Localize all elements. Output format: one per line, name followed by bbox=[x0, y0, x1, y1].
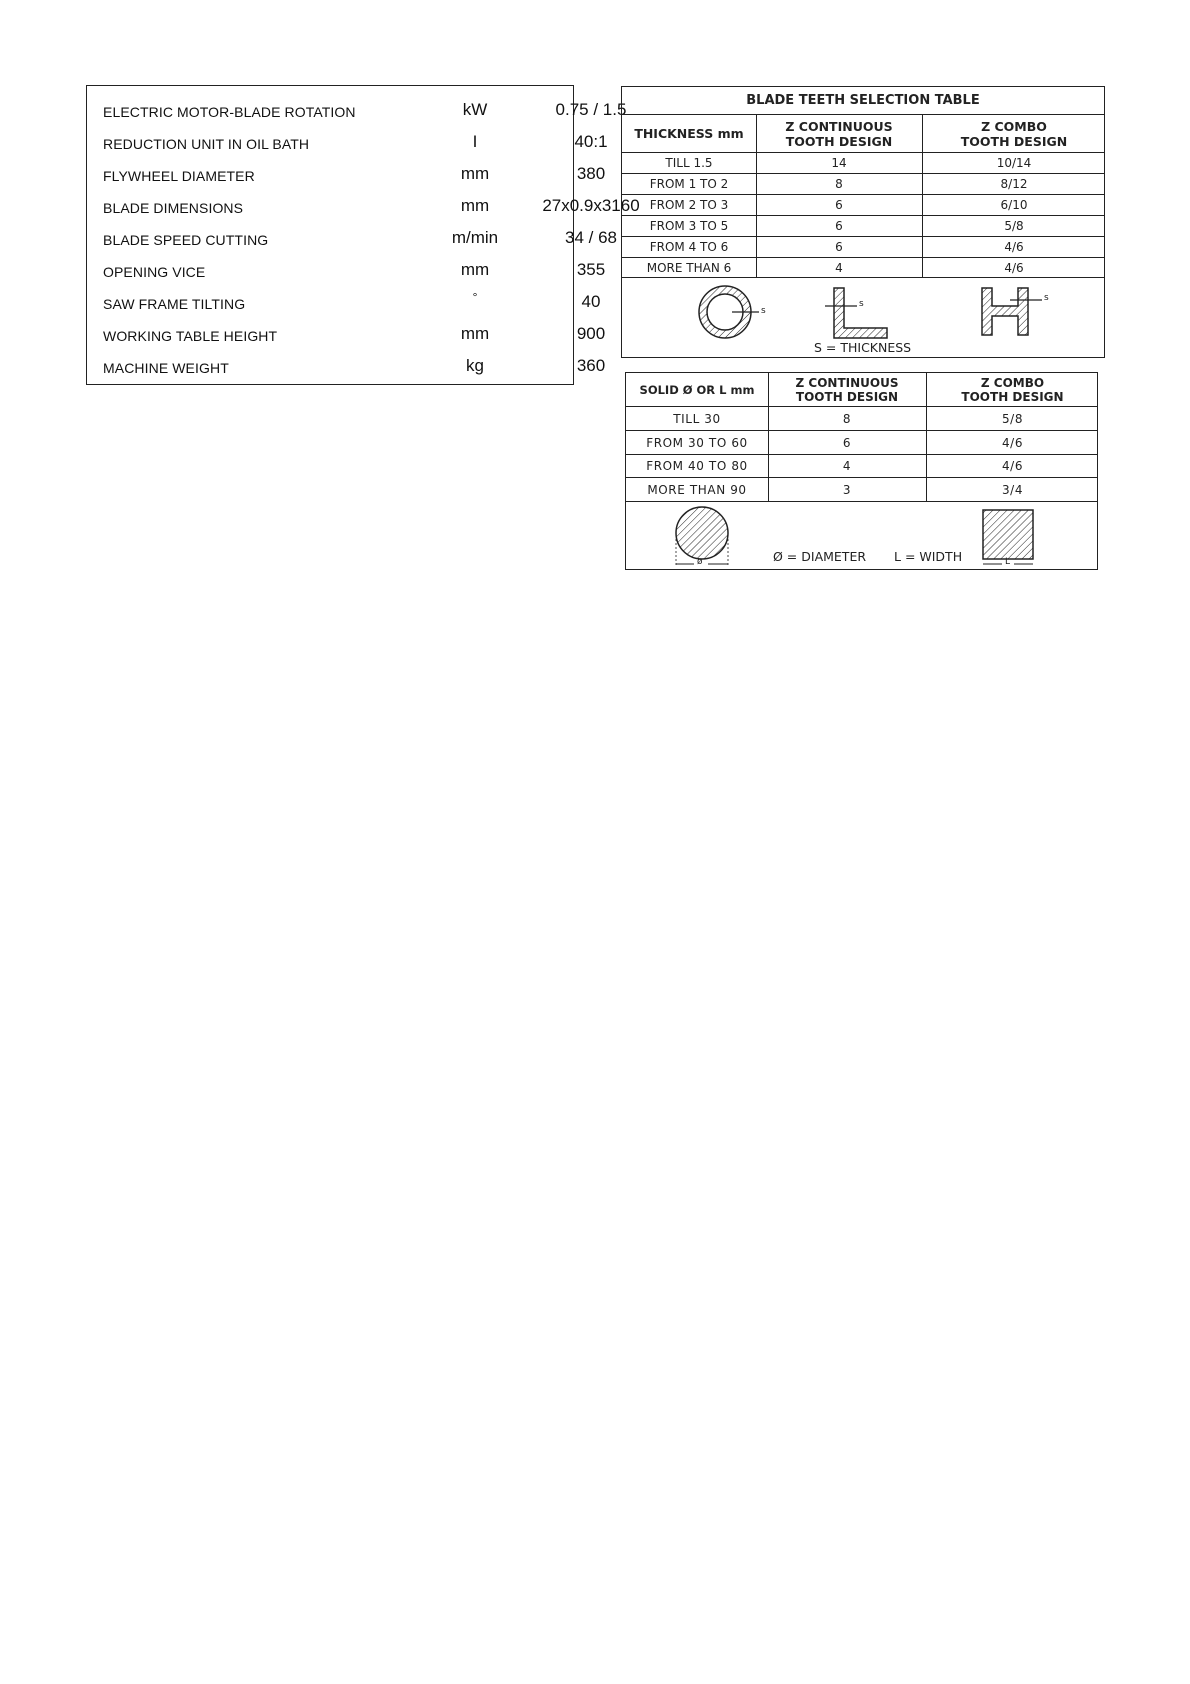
spec-unit: mm bbox=[460, 164, 490, 183]
table-row bbox=[626, 455, 1097, 478]
cell-thickness: FROM 2 TO 3 bbox=[649, 198, 729, 212]
table-row bbox=[622, 237, 1104, 258]
cell-thickness: TILL 1.5 bbox=[665, 156, 713, 170]
spec-unit: m/min bbox=[451, 228, 499, 247]
spec-name: ELECTRIC MOTOR-BLADE ROTATION bbox=[103, 104, 356, 120]
cell-combo: 4/6 bbox=[1004, 240, 1024, 254]
profile-diagram bbox=[622, 278, 1104, 357]
table-row bbox=[626, 407, 1097, 431]
cell-combo: 4/6 bbox=[1001, 459, 1024, 473]
table-title: BLADE TEETH SELECTION TABLE bbox=[622, 87, 1104, 115]
spec-unit: I bbox=[472, 132, 478, 151]
table-header bbox=[622, 115, 1104, 153]
table-row bbox=[626, 478, 1097, 502]
spec-row bbox=[87, 350, 606, 382]
column-divider bbox=[768, 373, 769, 502]
cell-solid: FROM 30 TO 60 bbox=[646, 435, 748, 450]
cell-continuous: 3 bbox=[842, 482, 852, 497]
spec-row bbox=[87, 254, 606, 286]
table-row bbox=[622, 195, 1104, 216]
table-row bbox=[626, 431, 1097, 455]
blade-teeth-selection-table bbox=[621, 86, 1105, 358]
header-continuous: Z CONTINUOUS TOOTH DESIGN bbox=[795, 375, 899, 404]
cell-solid: TILL 30 bbox=[673, 411, 721, 426]
spec-row bbox=[87, 318, 606, 350]
spec-unit: kg bbox=[466, 356, 484, 375]
diameter-legend: Ø = DIAMETER bbox=[773, 549, 867, 564]
thickness-marker: s bbox=[859, 299, 864, 309]
spec-name: REDUCTION UNIT IN OIL BATH bbox=[103, 136, 310, 152]
table-row bbox=[622, 258, 1104, 278]
spec-unit: mm bbox=[460, 260, 490, 279]
spec-unit: mm bbox=[460, 324, 490, 343]
cell-combo: 3/4 bbox=[1001, 482, 1024, 497]
cell-combo: 4/6 bbox=[1001, 435, 1024, 450]
cell-continuous: 6 bbox=[835, 240, 843, 254]
table-row bbox=[622, 153, 1104, 174]
spec-name: SAW FRAME TILTING bbox=[103, 296, 246, 312]
cell-continuous: 14 bbox=[831, 156, 847, 170]
spec-unit: mm bbox=[460, 196, 490, 215]
spec-value: 40:1 bbox=[574, 132, 608, 151]
spec-value: 40 bbox=[581, 292, 601, 311]
angle-profile-icon bbox=[825, 288, 887, 338]
spec-name: BLADE SPEED CUTTING bbox=[103, 232, 269, 248]
spec-row bbox=[87, 94, 627, 126]
header-combo: Z COMBO TOOTH DESIGN bbox=[961, 375, 1064, 404]
column-divider bbox=[926, 373, 927, 502]
spec-row bbox=[87, 222, 617, 254]
cell-combo: 6/10 bbox=[1000, 198, 1028, 212]
solid-diagram bbox=[626, 502, 1097, 568]
cell-continuous: 8 bbox=[842, 411, 852, 426]
solid-profile-table bbox=[625, 372, 1098, 570]
spec-value: 380 bbox=[576, 164, 606, 183]
spec-name: FLYWHEEL DIAMETER bbox=[103, 168, 255, 184]
spec-row bbox=[87, 190, 640, 222]
cell-combo: 8/12 bbox=[1000, 177, 1028, 191]
spec-unit: kW bbox=[462, 100, 488, 119]
cell-thickness: MORE THAN 6 bbox=[646, 260, 732, 275]
header-continuous: Z CONTINUOUS TOOTH DESIGN bbox=[785, 118, 893, 149]
cell-thickness: FROM 3 TO 5 bbox=[649, 219, 729, 233]
cell-continuous: 6 bbox=[835, 198, 843, 212]
cell-solid: FROM 40 TO 80 bbox=[646, 459, 748, 473]
cell-continuous: 6 bbox=[835, 219, 843, 233]
h-beam-profile-icon bbox=[982, 288, 1042, 335]
header-thickness: THICKNESS mm bbox=[634, 126, 744, 141]
tube-profile-icon bbox=[699, 286, 759, 338]
square-bar-icon bbox=[983, 510, 1033, 564]
thickness-marker: s bbox=[761, 306, 766, 316]
spec-value: 355 bbox=[576, 260, 606, 279]
column-divider bbox=[756, 115, 757, 278]
spec-value: 0.75 / 1.5 bbox=[555, 100, 627, 119]
spec-value: 900 bbox=[576, 324, 606, 343]
spec-row bbox=[87, 158, 606, 190]
cell-thickness: FROM 4 TO 6 bbox=[649, 240, 729, 254]
spec-value: 360 bbox=[576, 356, 606, 375]
diameter-marker: ø bbox=[697, 557, 703, 567]
spec-name: OPENING VICE bbox=[103, 264, 206, 280]
table-header bbox=[626, 373, 1097, 407]
header-solid: SOLID Ø OR L mm bbox=[639, 382, 755, 397]
spec-row bbox=[87, 286, 601, 318]
cell-continuous: 8 bbox=[835, 177, 843, 191]
cell-thickness: FROM 1 TO 2 bbox=[649, 177, 729, 191]
thickness-marker: s bbox=[1044, 293, 1049, 303]
table-row bbox=[622, 216, 1104, 237]
cell-combo: 5/8 bbox=[1001, 411, 1024, 426]
cell-continuous: 6 bbox=[842, 435, 852, 450]
header-combo: Z COMBO TOOTH DESIGN bbox=[960, 118, 1068, 149]
spec-name: MACHINE WEIGHT bbox=[103, 360, 229, 376]
width-legend: L = WIDTH bbox=[894, 549, 963, 564]
cell-combo: 5/8 bbox=[1004, 219, 1024, 233]
cell-continuous: 4 bbox=[835, 260, 843, 275]
thickness-legend: S = THICKNESS bbox=[814, 340, 912, 355]
spec-row bbox=[87, 126, 608, 158]
spec-unit: ° bbox=[472, 290, 478, 304]
specifications-table bbox=[86, 85, 640, 385]
spec-name: WORKING TABLE HEIGHT bbox=[103, 328, 278, 344]
cell-combo: 10/14 bbox=[996, 156, 1032, 170]
table-row bbox=[622, 174, 1104, 195]
column-divider bbox=[922, 115, 923, 278]
width-marker: L bbox=[1005, 557, 1011, 567]
spec-name: BLADE DIMENSIONS bbox=[103, 200, 244, 216]
cell-continuous: 4 bbox=[842, 459, 852, 473]
cell-solid: MORE THAN 90 bbox=[647, 482, 747, 497]
cell-combo: 4/6 bbox=[1004, 260, 1024, 275]
spec-value: 34 / 68 bbox=[565, 228, 617, 247]
spec-value: 27x0.9x3160 bbox=[542, 196, 640, 215]
